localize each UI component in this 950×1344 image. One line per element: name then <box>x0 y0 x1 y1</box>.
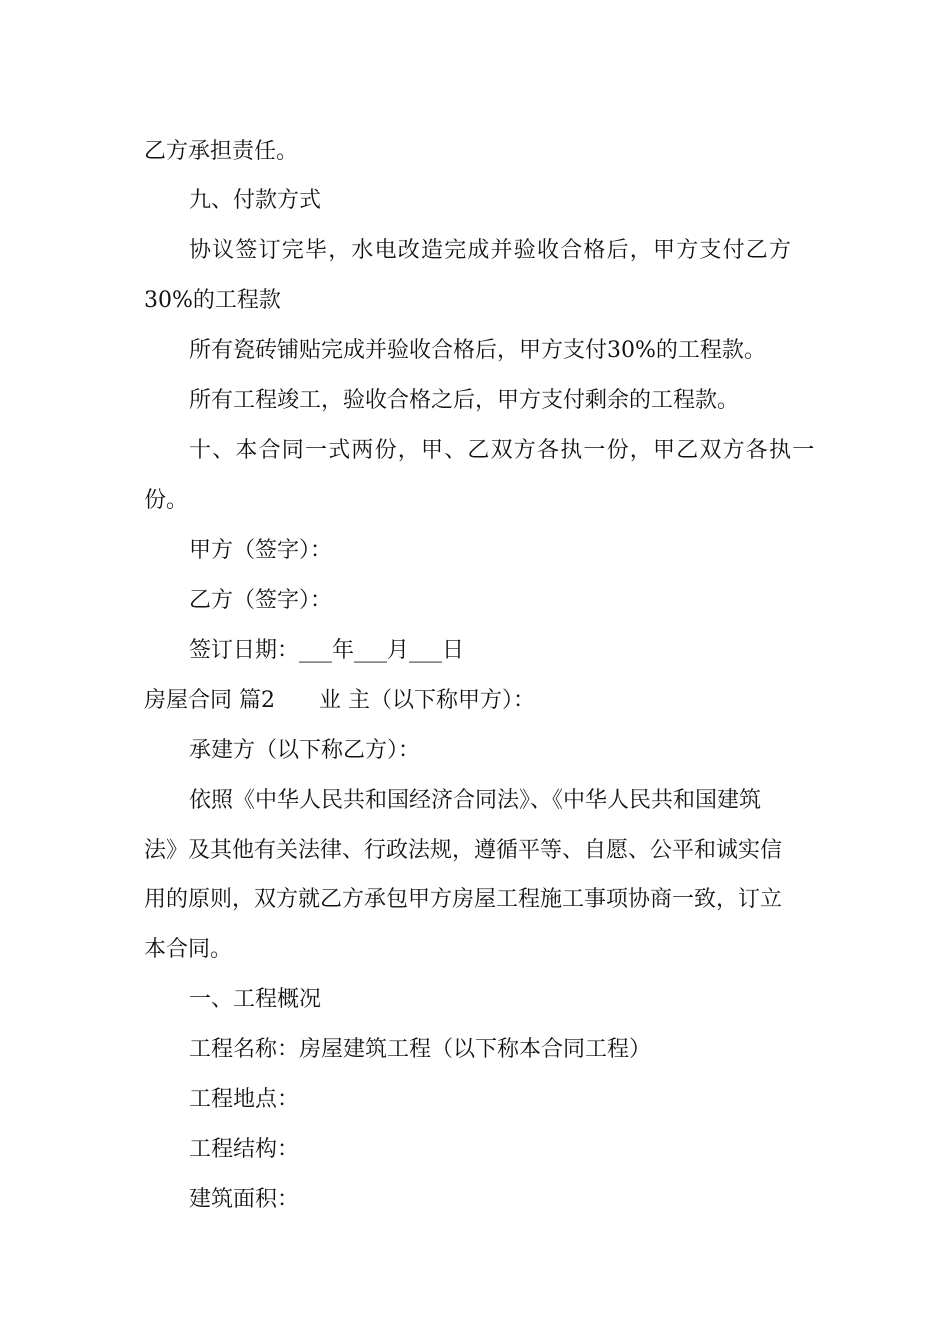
text-line-17: 本合同。 <box>144 937 233 962</box>
text-line-16: 用的原则，双方就乙方承包甲方房屋工程施工事项协商一致，订立 <box>144 887 783 912</box>
text-line-14: 依照《中华人民共和国经济合同法》、《中华人民共和国建筑 <box>189 788 762 813</box>
signing-date: 签订日期：___年___月___日 <box>189 638 465 663</box>
signature-party-b: 乙方（签字）： <box>189 588 333 613</box>
building-area: 建筑面积： <box>189 1187 300 1212</box>
section-heading-payment: 九、付款方式 <box>189 188 322 213</box>
section-heading-overview: 一、工程概况 <box>189 987 322 1012</box>
text-line-15: 法》及其他有关法律、行政法规，遵循平等、自愿、公平和诚实信 <box>144 838 783 863</box>
text-line-5: 所有瓷砖铺贴完成并验收合格后，甲方支付30%的工程款。 <box>189 338 766 363</box>
text-line-1: 乙方承担责任。 <box>144 139 299 164</box>
project-structure: 工程结构： <box>189 1137 300 1162</box>
contractor-line: 承建方（以下称乙方）： <box>189 738 421 763</box>
text-line-6: 所有工程竣工，验收合格之后，甲方支付剩余的工程款。 <box>189 388 740 413</box>
signature-party-a: 甲方（签字）： <box>189 538 333 563</box>
text-line-4: 30%的工程款 <box>144 288 281 313</box>
text-line-8: 份。 <box>144 488 189 513</box>
text-line-3: 协议签订完毕，水电改造完成并验收合格后，甲方支付乙方 <box>189 238 793 263</box>
project-location: 工程地点： <box>189 1087 300 1112</box>
text-line-7: 十、本合同一式两份，甲、乙双方各执一份，甲乙双方各执一 <box>189 438 816 463</box>
contract-section-title: 房屋合同 篇2 业 主（以下称甲方）： <box>144 688 535 713</box>
project-name: 工程名称：房屋建筑工程（以下称本合同工程） <box>189 1037 652 1062</box>
